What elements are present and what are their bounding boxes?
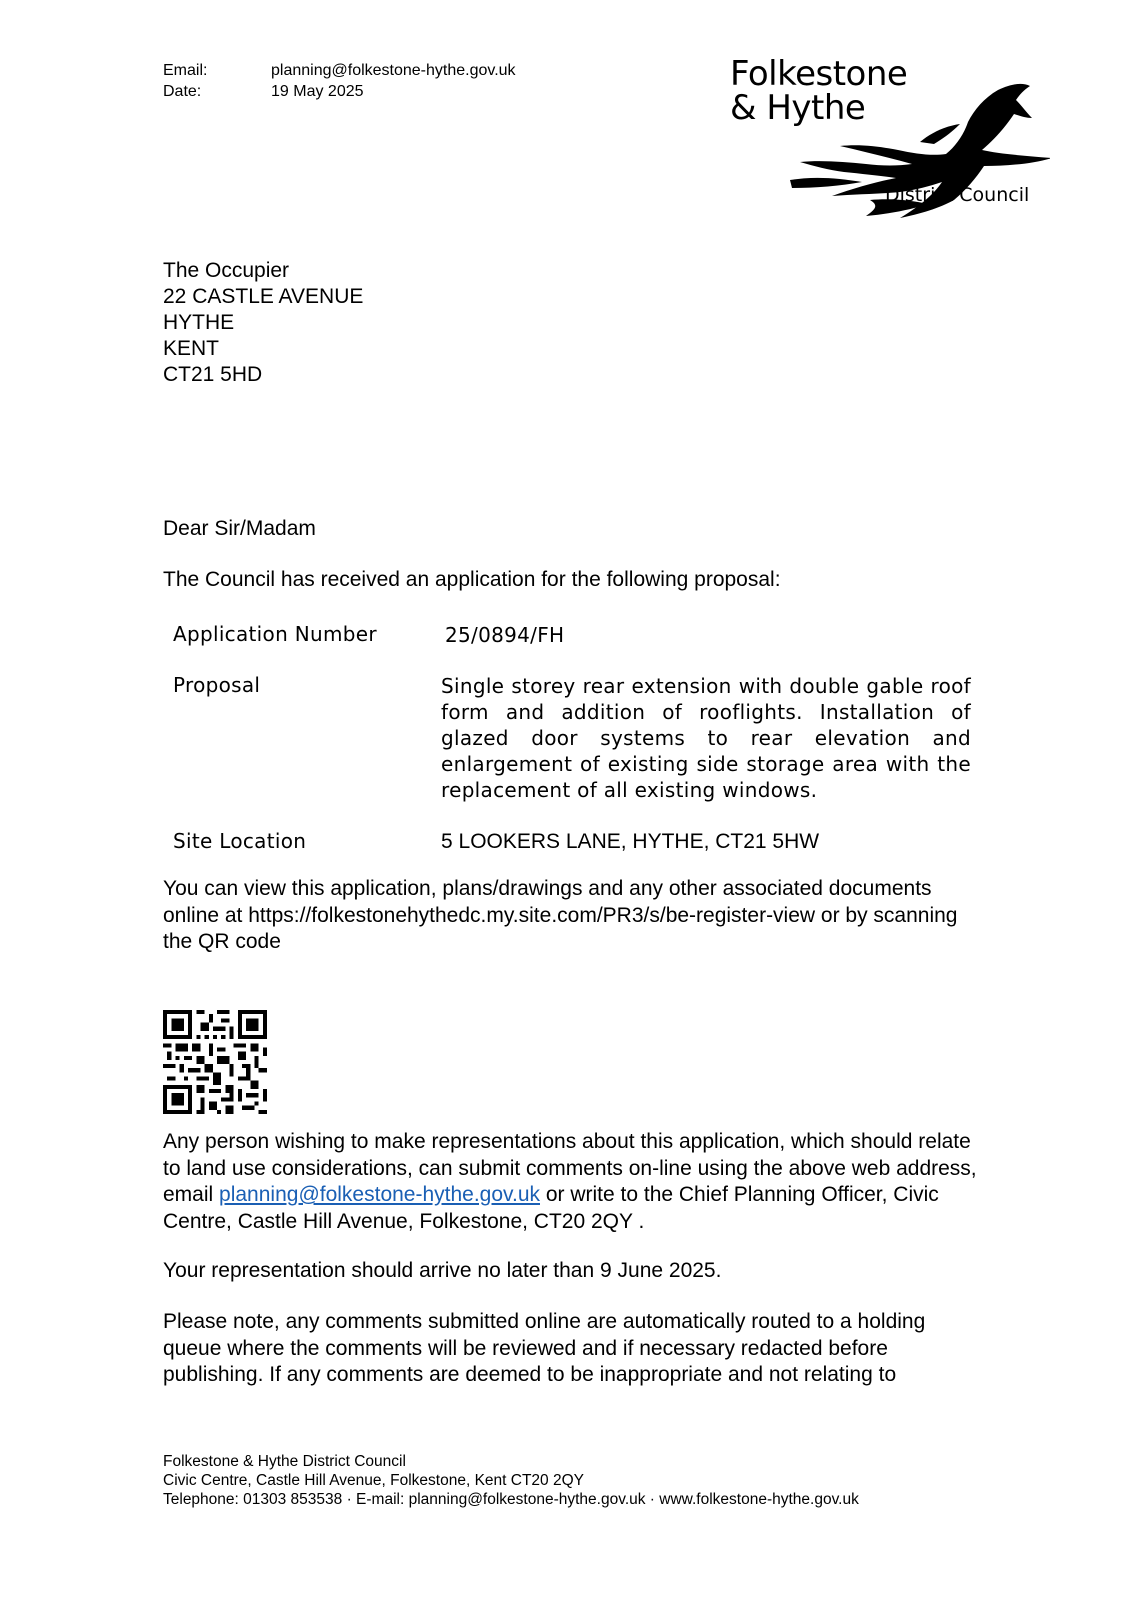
footer-line-org: Folkestone & Hythe District Council — [163, 1453, 406, 1470]
proposal-label: Proposal — [173, 673, 261, 697]
planning-email-link[interactable]: planning@folkestone-hythe.gov.uk — [219, 1183, 540, 1206]
intro-text: The Council has received an application for the following proposal: — [163, 568, 781, 591]
note-text: Please note, any comments submitted online are automatically routed to a holding queue where the comments will be reviewed and if necessary redacted before publishing. If any comments are deemed to be inappropriate and not relating to — [163, 1310, 926, 1386]
address-line: KENT — [163, 337, 220, 360]
address-line: The Occupier — [163, 259, 290, 282]
footer-line-address: Civic Centre, Castle Hill Avenue, Folkestone, Kent CT20 2QY — [163, 1472, 584, 1489]
qr-code-icon[interactable] — [163, 1010, 267, 1114]
recipient-address — [163, 258, 363, 388]
application-number-value: 25/0894/FH — [445, 623, 565, 647]
deadline-text: Your representation should arrive no later than 9 June 2025. — [163, 1259, 722, 1282]
footer-line-contact: Telephone: 01303 853538 · E-mail: planning@folkestone-hythe.gov.uk · www.folkestone-hythe.gov.uk — [163, 1491, 859, 1508]
site-location-value: 5 LOOKERS LANE, HYTHE, CT21 5HW — [441, 830, 820, 853]
application-number-label: Application Number — [173, 622, 377, 646]
representations-text-start: Any person wishing to make representations about this application, which should relate to land use considerations, can submit comments on-line using the above web address, email — [163, 1130, 977, 1206]
email-label: Email: — [163, 62, 208, 79]
representations-text — [163, 1129, 983, 1235]
address-line: CT21 5HD — [163, 363, 263, 386]
email-row — [163, 60, 516, 81]
date-row — [163, 81, 516, 102]
date-label: Date: — [163, 83, 202, 100]
proposal-value: Single storey rear extension with double gable roof form and addition of rooflights. Installation of glazed door systems to rear elevation and enlargement of existing side storage area with the replacement of all existing windows. — [441, 674, 971, 802]
logo-title-line1: Folkestone — [730, 54, 908, 94]
letter-meta — [163, 60, 516, 102]
address-line: HYTHE — [163, 311, 235, 334]
logo-title-line2: & Hythe — [730, 88, 866, 128]
site-location-label: Site Location — [173, 829, 307, 853]
council-logo — [730, 52, 1050, 222]
email-value: planning@folkestone-hythe.gov.uk — [271, 62, 516, 79]
representations-text-end: or write to the Chief Planning Officer, Civic Centre, Castle Hill Avenue, Folkestone, CT20 2QY . — [163, 1183, 939, 1233]
date-value: 19 May 2025 — [271, 83, 364, 100]
address-line: 22 CASTLE AVENUE — [163, 285, 364, 308]
letter-footer — [163, 1452, 859, 1509]
logo-subtitle: District Council — [885, 184, 1030, 206]
view-application-text: You can view this application, plans/drawings and any other associated documents online at https://folkestonehythedc.my.site.com/PR3/s/be-register-view or by scanning the QR code — [163, 877, 958, 953]
salutation: Dear Sir/Madam — [163, 517, 316, 540]
